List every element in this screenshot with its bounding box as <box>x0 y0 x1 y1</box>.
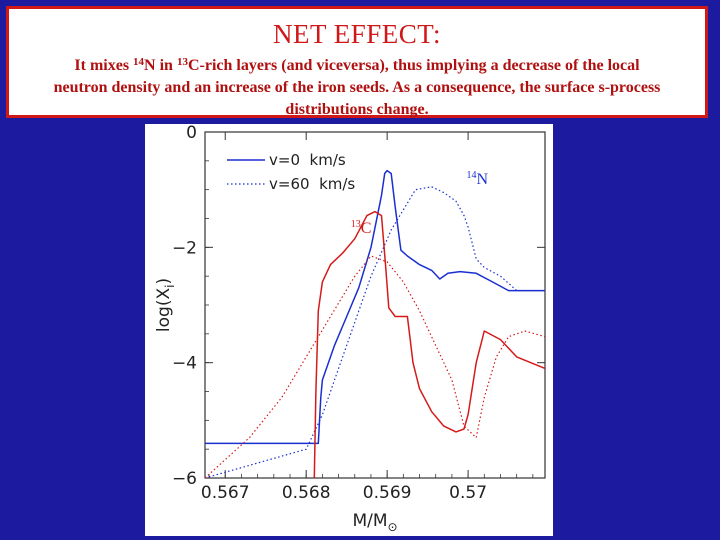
x-tick-label: 0.57 <box>449 483 488 503</box>
x-axis-label-main: M/M <box>352 511 388 531</box>
n14-label-sup: 14 <box>466 169 477 181</box>
y-tick-label: −4 <box>171 353 197 374</box>
y-tick-label: 0 <box>186 124 197 143</box>
y-axis-label-close: ) <box>154 277 174 285</box>
series-layer <box>205 171 545 478</box>
banner-line1-a: It mixes <box>74 57 134 74</box>
n14-label-text: N <box>476 170 489 188</box>
c13-label <box>351 219 372 237</box>
banner-text <box>19 55 695 121</box>
banner-title: NET EFFECT: <box>273 19 441 49</box>
y-axis-label-main: log(X <box>154 287 174 333</box>
c13-label-text: C <box>360 219 372 237</box>
abundance-chart <box>145 124 553 536</box>
legend <box>227 151 355 193</box>
c13-label-sup: 13 <box>350 218 361 230</box>
banner-sup-13: 13 <box>176 56 188 68</box>
banner-line1-b: N in <box>144 57 177 74</box>
y-axis-label <box>154 278 177 332</box>
x-tick-label: 0.567 <box>200 483 250 503</box>
legend-label-v0: v=0 km/s <box>269 151 346 169</box>
legend-label-v60: v=60 km/s <box>269 175 356 193</box>
axis-ticks <box>172 124 545 503</box>
y-axis-label-sub: i <box>163 284 177 288</box>
n14-label <box>466 170 488 188</box>
y-tick-label: −6 <box>171 469 197 489</box>
banner-line1-c: C-rich layers (and viceversa), thus implying a decrease of the local <box>187 57 640 74</box>
banner-sup-14: 14 <box>133 56 145 68</box>
series-line-13c-v0 <box>314 212 545 478</box>
net-effect-banner <box>6 6 708 118</box>
x-tick-label: 0.569 <box>362 483 412 503</box>
y-tick-label: −2 <box>171 238 197 259</box>
abundance-plot-panel <box>145 124 553 536</box>
banner-line3: distributions change. <box>285 101 429 118</box>
series-line-13c-v60 <box>205 256 545 478</box>
x-tick-label: 0.568 <box>281 483 331 503</box>
x-axis-label <box>352 511 397 534</box>
banner-line2: neutron density and an increase of the iron seeds. As a consequence, the surface s-process <box>53 79 661 96</box>
x-axis-label-sub: ⊙ <box>387 520 398 534</box>
